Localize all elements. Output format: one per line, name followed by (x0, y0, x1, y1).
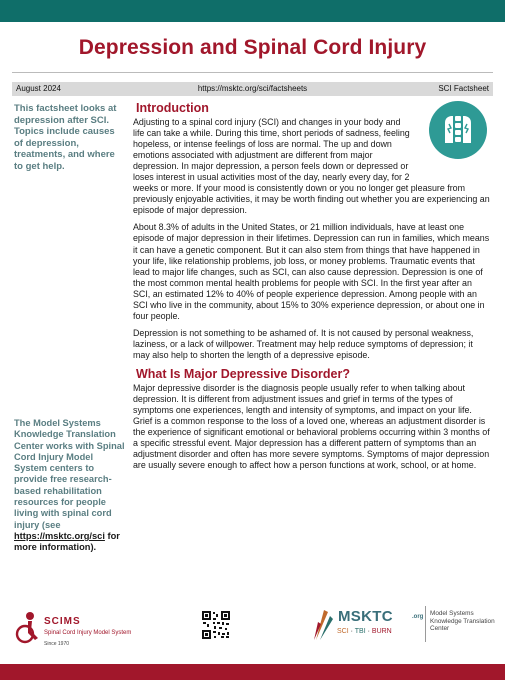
msktc-full-name: Model Systems Knowledge Translation Center (430, 610, 495, 632)
scims-logo (12, 598, 142, 656)
footer-logos (0, 596, 505, 660)
msktc-divider (425, 606, 426, 642)
sidebar-summary: This factsheet looks at depression after SCI. Topics include causes of depression, treatments, and where to get help. (14, 103, 117, 172)
scims-name: SCIMS (44, 616, 81, 627)
qr-code[interactable] (201, 610, 231, 640)
page-title: Depression and Spinal Cord Injury (78, 36, 427, 59)
msktc-leaf-icon (312, 604, 336, 644)
msktc-description: The Model Systems Knowledge Translation Center works with Spinal Cord Injury Model System centers to provide free research-based rehabilitation resources for people living with spinal cord injury (see (14, 418, 125, 530)
intro-paragraph-1: Adjusting to a spinal cord injury (SCI) and changes in your body and life can take a while. During this time, short periods of sadness, feeling hopeless, or intense feelings of loss are normal. The up and down emotions associated with adjustment are different from major depression. In major depression, a person feels down or depressed or loses interest in usual activities most of the day, nearly every day, for 2 weeks or more. If your mood is consistently down or you no longer get pleasure from previously enjoyable activities, it may be worth finding out whether you are experiencing an episode of major depression. (133, 117, 490, 216)
msktc-link[interactable]: https://msktc.org/sci (14, 530, 105, 541)
scims-since: Since 1970 (44, 641, 70, 647)
mdd-paragraph: Major depressive disorder is the diagnosis people usually refer to when talking about depression. It is different from adjustment issues and grief in terms of the types of symptoms one experiences, length and intensity of symptoms, and impact on your life. Grief is a common response to the loss of a loved one, whereas an adjustment disorder is the experience of significant emotional or behavioral problems occurring within 3 months of a specific stressful event. Major depression has a different pattern of symptoms than an adjustment disorder and often has more severe symptoms. Symptoms of major depression are usually severe enough to affect how a person functions at work, school, or at home. (133, 382, 490, 471)
intro-paragraph-3: Depression is not something to be ashamed of. It is not caused by personal weakness, laziness, or a lack of willpower. Treatment may help reduce symptoms of depression; it may also help to shorten the length of a depressive episode. (133, 327, 474, 360)
header-bar (0, 0, 505, 22)
mdd-heading: What Is Major Depressive Disorder? (136, 366, 350, 381)
msktc-burn: BURN (371, 628, 392, 635)
publication-date: August 2024 (16, 84, 61, 93)
footer-bar (0, 664, 505, 680)
intro-paragraph-2: About 8.3% of adults in the United States, or 21 million individuals, have at least one episode of major depression in their lifetimes. Depression can run in families, which means it can have a genetic component. But it can also stem from things that have happened in your life, like relationship problems, job loss, or money problems. Traumatic events that lead to major life changes, such as SCI, can also cause depression. Depression is one of the most common mental health problems for people with SCI. In the first year after an SCI, an estimated 12% to 40% of people experience depression. Among people with an SCI who live in the community, about 15% to 30% experience depression, or about one in four people. (133, 222, 490, 321)
document-type: SCI Factsheet (438, 84, 489, 93)
msktc-sci: SCI (337, 628, 349, 635)
introduction-heading: Introduction (136, 101, 209, 115)
info-bar (12, 82, 493, 96)
msktc-logo (312, 602, 497, 652)
msktc-org: .org (412, 614, 424, 620)
msktc-tbi: TBI (354, 628, 366, 635)
msktc-subtitle: SCI · TBI · BURN (337, 628, 392, 635)
msktc-name: MSKTC (338, 608, 393, 625)
scims-subtitle: Spinal Cord Injury Model System (44, 630, 132, 636)
factsheet-url[interactable]: https://msktc.org/sci/factsheets (197, 84, 308, 93)
scims-figure-icon (14, 610, 42, 644)
title-divider (12, 72, 493, 73)
msktc-tail: for more information). (14, 530, 120, 553)
main-content (133, 101, 491, 477)
sidebar-msktc-note (14, 418, 126, 554)
